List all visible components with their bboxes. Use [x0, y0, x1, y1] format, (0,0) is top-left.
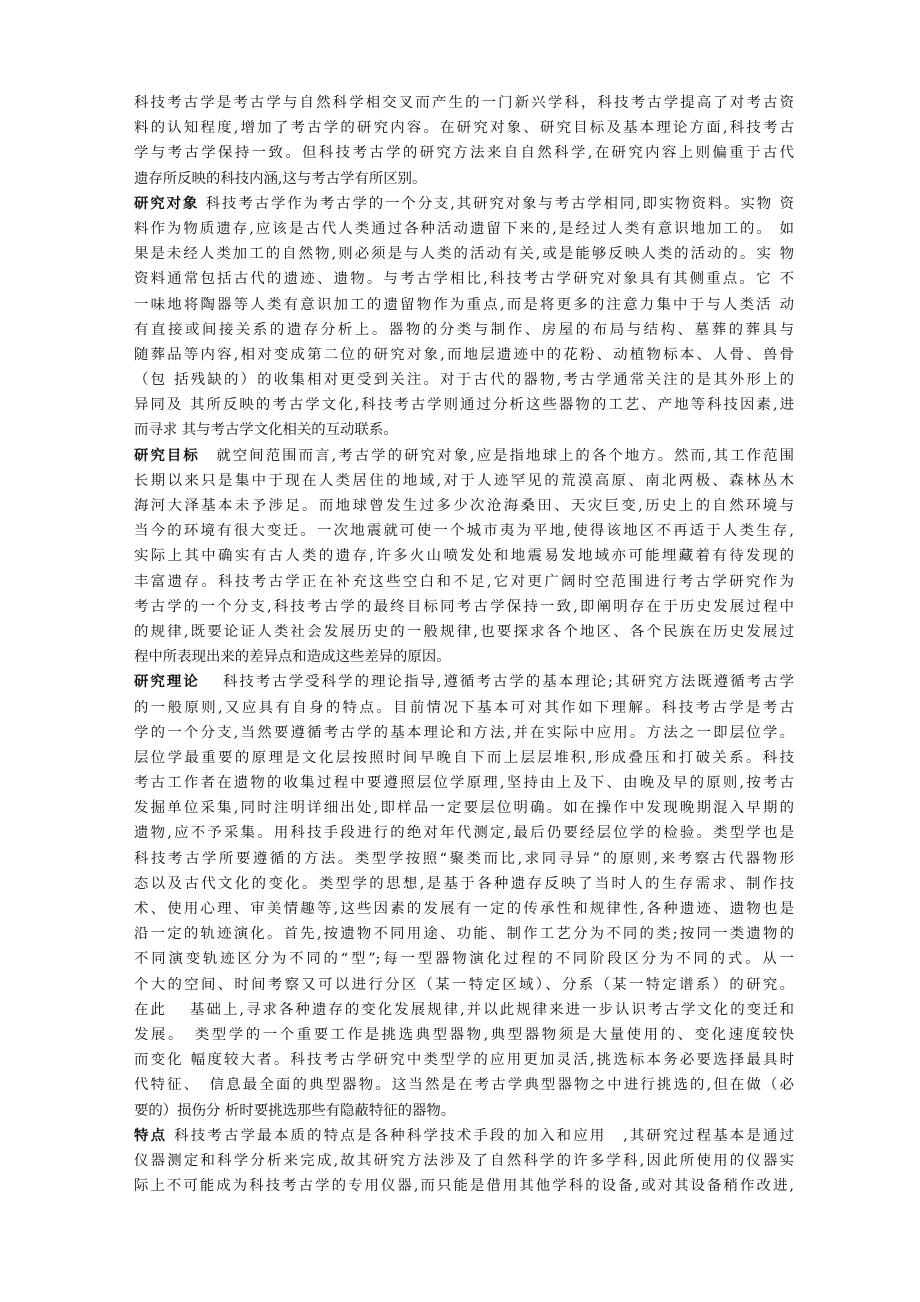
text-run: 遗存所反映的科技内涵,这与考古学有所区别。 — [134, 170, 427, 187]
intro-line — [134, 141, 794, 166]
section-line — [134, 746, 794, 771]
section-line — [134, 620, 794, 645]
section-line — [134, 922, 794, 947]
section-line — [134, 242, 794, 267]
text-run: 发展。 类型学的一个重要工作是挑选典型器物,典型器物须是大量使用的、变化速度较快 — [134, 1026, 794, 1043]
section-line — [134, 1023, 794, 1048]
text-run: 一味地将陶器等人类有意识加工的遗留物作为重点,而是将更多的注意力集中于与人类活 动 — [134, 296, 794, 313]
text-run: 术、使用心理、审美情趣等,这些因素的发展有一定的传承性和规律性,各种遗迹、遗物也是 — [134, 901, 794, 917]
text-run: 学与考古学保持一致。但科技考古学的研究方法来自自然科学,在研究内容上则偏重于古代 — [134, 145, 794, 162]
text-run: 异同及 其所反映的考古学文化,科技考古学则通过分析这些器物的工艺、产地等科技因素,进 — [134, 397, 794, 414]
text-run: 程中所表现出来的差异点和造成这些差异的原因。 — [134, 649, 451, 666]
section-line — [134, 721, 794, 746]
section-line — [134, 343, 794, 368]
text-run: 层位学最重要的原理是文化层按照时间早晚自下而上层层堆积,形成叠压和打破关系。科技 — [134, 749, 794, 766]
section-heading: 特点 — [134, 1127, 168, 1144]
section-heading: 研究对象 — [134, 195, 200, 212]
section-line — [134, 267, 794, 292]
section-line — [134, 796, 794, 821]
section-line — [134, 897, 794, 922]
text-run: 就空间范围而言,考古学的研究对象,应是指地球上的各个地方。然而,其工作范围 — [199, 447, 794, 464]
section-line — [134, 670, 794, 695]
text-run: 个大的空间、时间考察又可以进行分区（某一特定区域）、分系（某一特定谱系）的研究。 — [134, 976, 794, 993]
section-line — [134, 771, 794, 796]
section-line — [134, 1073, 794, 1098]
text-run: 随葬品等内容,相对变成第二位的研究对象,而地层遗迹中的花粉、动植物标本、人骨、兽骨 — [134, 346, 794, 363]
section-line — [134, 393, 794, 418]
section-line — [134, 645, 794, 670]
intro-line — [134, 116, 794, 141]
section-line — [134, 1048, 794, 1073]
section-line — [134, 821, 794, 846]
section-line — [134, 847, 794, 872]
section-line — [134, 544, 794, 569]
section-line — [134, 217, 794, 242]
intro-line — [134, 167, 794, 192]
text-run: 当今的环境有很大变迁。一次地震就可使一个城市夷为平地,使得该地区不再适于人类生存, — [134, 523, 794, 540]
section-line — [134, 595, 794, 620]
section-line — [134, 998, 794, 1023]
section-line — [134, 318, 794, 343]
section-line — [134, 973, 794, 998]
section-line — [134, 947, 794, 972]
text-run: 的一般原则,又应具有自身的特点。目前情况下基本可对其作如下理解。科技考古学是考古 — [134, 699, 794, 716]
text-run: 丰富遗存。科技考古学正在补充这些空白和不足,它对更广阔时空范围进行考古学研究作为 — [134, 573, 794, 590]
text-run: 态以及古代文化的变化。类型学的思想,是基于各种遗存反映了当时人的生存需求、制作技 — [134, 875, 794, 892]
text-run: 遗物,应不予采集。用科技手段进行的绝对年代测定,最后仍要经层位学的检验。类型学也是 — [134, 825, 794, 842]
text-run: 的规律,既要论证人类社会发展历史的一般规律,也要探求各个地区、各个民族在历史发展过 — [134, 623, 794, 640]
section-line — [134, 696, 794, 721]
section-line — [134, 570, 794, 595]
text-run: 不同演变轨迹区分为不同的“型”;每一型器物演化过程的不同阶段区分为不同的式。从一 — [134, 951, 794, 968]
section-line — [134, 1099, 794, 1124]
text-run: 科技考古学最本质的特点是各种科学技术手段的加入和应用 ,其研究过程基本是通过 — [167, 1127, 794, 1144]
section-line — [134, 1174, 794, 1199]
text-run: 考古工作者在遗物的收集过程中要遵照层位学原理,坚持由上及下、由晚及早的原则,按考古 — [134, 775, 794, 792]
text-run: 沿一定的轨迹演化。首先,按遗物不同用途、功能、制作工艺分为不同的类;按同一类遗物的 — [134, 926, 794, 943]
text-run: 而变化 幅度较大者。科技考古学研究中类型学的应用更加灵活,挑选标本务必要选择最具时 — [134, 1052, 794, 1069]
text-run: （包 括残缺的）的收集相对更受到关注。对于古代的器物,考古学通常关注的是其外形上的 — [134, 372, 794, 389]
section-line — [134, 1124, 794, 1149]
text-run: 发掘单位采集,同时注明详细出处,即样品一定要层位明确。如在操作中发现晚期混入早期的 — [134, 800, 794, 817]
text-run: 际上不可能成为科技考古学的专用仪器,而只能是借用其他学科的设备,或对其设备稍作改进, — [134, 1178, 794, 1195]
text-run: 资料通常包括古代的遗迹、遗物。与考古学相比,科技考古学研究对象具有其侧重点。它 不 — [134, 271, 794, 288]
text-run: 实际上其中确实有古人类的遗存,许多火山喷发处和地震易发地域亦可能埋藏着有待发现的 — [134, 548, 794, 565]
text-run: 长期以来只是集中于现在人类居住的地域,对于人迹罕见的荒漠高原、南北两极、森林丛木 — [134, 472, 794, 489]
text-run: 有直接或间接关系的遗存分析上。器物的分类与制作、房屋的布局与结构、墓葬的葬具与 — [134, 321, 794, 338]
section-line — [134, 872, 794, 897]
text-run: 科技考古学作为考古学的一个分支,其研究对象与考古学相同,即实物资料。实物 资 — [199, 195, 794, 212]
text-run: 果是未经人类加工的自然物,则必须是与人类的活动有关,或是能够反映人类的活动的。实 物 — [134, 246, 794, 263]
text-run: 料作为物质遗存,应该是古代人类通过各种活动遗留下来的,是经过人类有意识地加工的。 如 — [134, 220, 794, 237]
section-line — [134, 293, 794, 318]
section-line — [134, 192, 794, 217]
text-run: 要的）损伤分 析时要挑选那些有隐蔽特征的器物。 — [134, 1102, 456, 1119]
intro-line — [134, 91, 794, 116]
text-run: 科技考古学是考古学与自然科学相交叉而产生的一门新兴学科，科技考古学提高了对考古资 — [134, 95, 794, 111]
text-run: 科技考古学受科学的理论指导,遵循考古学的基本理论;其研究方法既遵循考古学 — [199, 674, 794, 691]
text-run: 考古学的一个分支,科技考古学的最终目标同考古学保持一致,即阐明存在于历史发展过程中 — [134, 598, 794, 615]
section-line — [134, 1149, 794, 1174]
section-line — [134, 444, 794, 469]
section-line — [134, 368, 794, 393]
text-run: 料的认知程度,增加了考古学的研究内容。在研究对象、研究目标及基本理论方面,科技考古 — [134, 120, 794, 137]
text-run: 而寻求 其与考古学文化相关的互动联系。 — [134, 422, 398, 439]
section-line — [134, 519, 794, 544]
text-run: 在此 基础上,寻求各种遗存的变化发展规律,并以此规律来进一步认识考古学文化的变迁和 — [134, 1001, 794, 1018]
section-line — [134, 469, 794, 494]
section-line — [134, 418, 794, 443]
text-run: 仪器测定和科学分析来完成,故其研究方法涉及了自然科学的许多学科,因此所使用的仪器实 — [134, 1152, 794, 1169]
text-run: 海河大泽基本未予涉足。而地球曾发生过多少次沧海桑田、天灾巨变,历史上的自然环境与 — [134, 498, 794, 514]
document-page — [134, 91, 794, 1199]
section-line — [134, 494, 794, 519]
section-heading: 研究目标 — [134, 447, 200, 464]
text-run: 代特征、 信息最全面的典型器物。这当然是在考古学典型器物之中进行挑选的,但在做（必 — [134, 1077, 794, 1094]
section-heading: 研究理论 — [134, 674, 200, 691]
text-run: 科技考古学所要遵循的方法。类型学按照“聚类而比,求同寻异”的原则,来考察古代器物形 — [134, 850, 794, 867]
text-run: 学的一个分支,当然要遵循考古学的基本理论和方法,并在实际中应用。方法之一即层位学。 — [134, 724, 794, 741]
